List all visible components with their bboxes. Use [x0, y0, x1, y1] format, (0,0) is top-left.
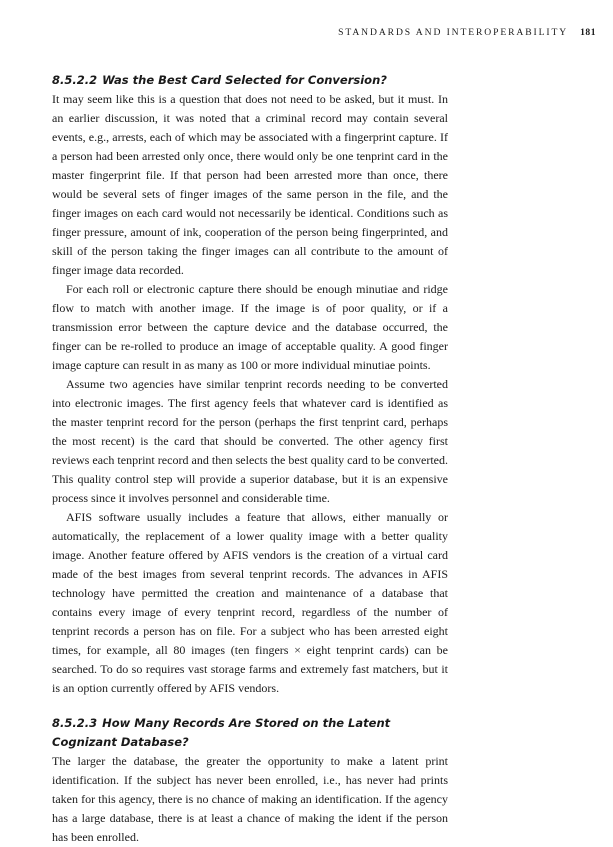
- paragraph: Assume two agencies have similar tenprint records needing to be converted into electronic images. The first agency feels that whatever card is identified as the master tenprint record for the person (perhaps the first tenprint card, perhaps the most recent) is the card that should be converted. The other agency first reviews each tenprint record and then selects the best quality card to be converted. This quality control step will provide a superior database, but it is an expensive process since it involves personnel and considerable time.: [52, 377, 448, 505]
- section-number: 8.5.2.3: [52, 716, 98, 730]
- running-head: [0, 27, 596, 38]
- section-title-line-2: Cognizant Database?: [52, 735, 189, 749]
- page-body: [52, 71, 448, 847]
- paragraph: AFIS software usually includes a feature that allows, either manually or automatically, the replacement of a lower quality image with a better quality image. Another feature offered by AFIS vendors is the creation of a virtual card made of the best images from several tenprint records. The advances in AFIS technology have permitted the creation and maintenance of a database that contains every image of every tenprint record, regardless of the number of tenprint records a person has on file. For a subject who has been arrested eight times, for example, all 80 images (ten fingers × eight tenprint cards) can be searched. To do so requires vast storage farms and extremely fast matchers, but it is an option currently offered by AFIS vendors.: [52, 510, 448, 695]
- paragraph: The larger the database, the greater the opportunity to make a latent print identification. If the subject has never been enrolled, i.e., has never had prints taken for this agency, there is no chance of making an identification. If the agency has a large database, there is at least a chance of making the ident if the person has been enrolled.: [52, 754, 448, 844]
- running-head-title: STANDARDS AND INTEROPERABILITY: [338, 27, 569, 38]
- paragraph: It may seem like this is a question that does not need to be asked, but it must. In an earlier discussion, it was noted that a criminal record may contain several events, e.g., arrests, each of which may be associated with a fingerprint capture. If a person had been arrested only once, there would only be one tenprint card in the master fingerprint file. If that person had been arrested more than once, there would be several sets of finger images of the same person in the file, and the finger images on each card would not necessarily be identical. Conditions such as finger pressure, amount of ink, cooperation of the person being fingerprinted, and skill of the person taking the finger images can all contribute to the amount of finger image data recorded.: [52, 92, 448, 277]
- paragraph: For each roll or electronic capture there should be enough minutiae and ridge flow to match with another image. If the image is of poor quality, or if a transmission error between the capture device and the database occurred, the finger can be re-rolled to produce an image of acceptable quality. A good finger image capture can result in as many as 100 or more individual minutiae points.: [52, 282, 448, 372]
- page-number: 181: [580, 27, 596, 38]
- section-title-line-1: How Many Records Are Stored on the Latent: [102, 716, 391, 730]
- section-heading-8-5-2-2: [52, 71, 448, 90]
- section-heading-8-5-2-3: [52, 714, 448, 752]
- section-number: 8.5.2.2: [52, 73, 98, 87]
- section-title: Was the Best Card Selected for Conversion?: [102, 73, 387, 87]
